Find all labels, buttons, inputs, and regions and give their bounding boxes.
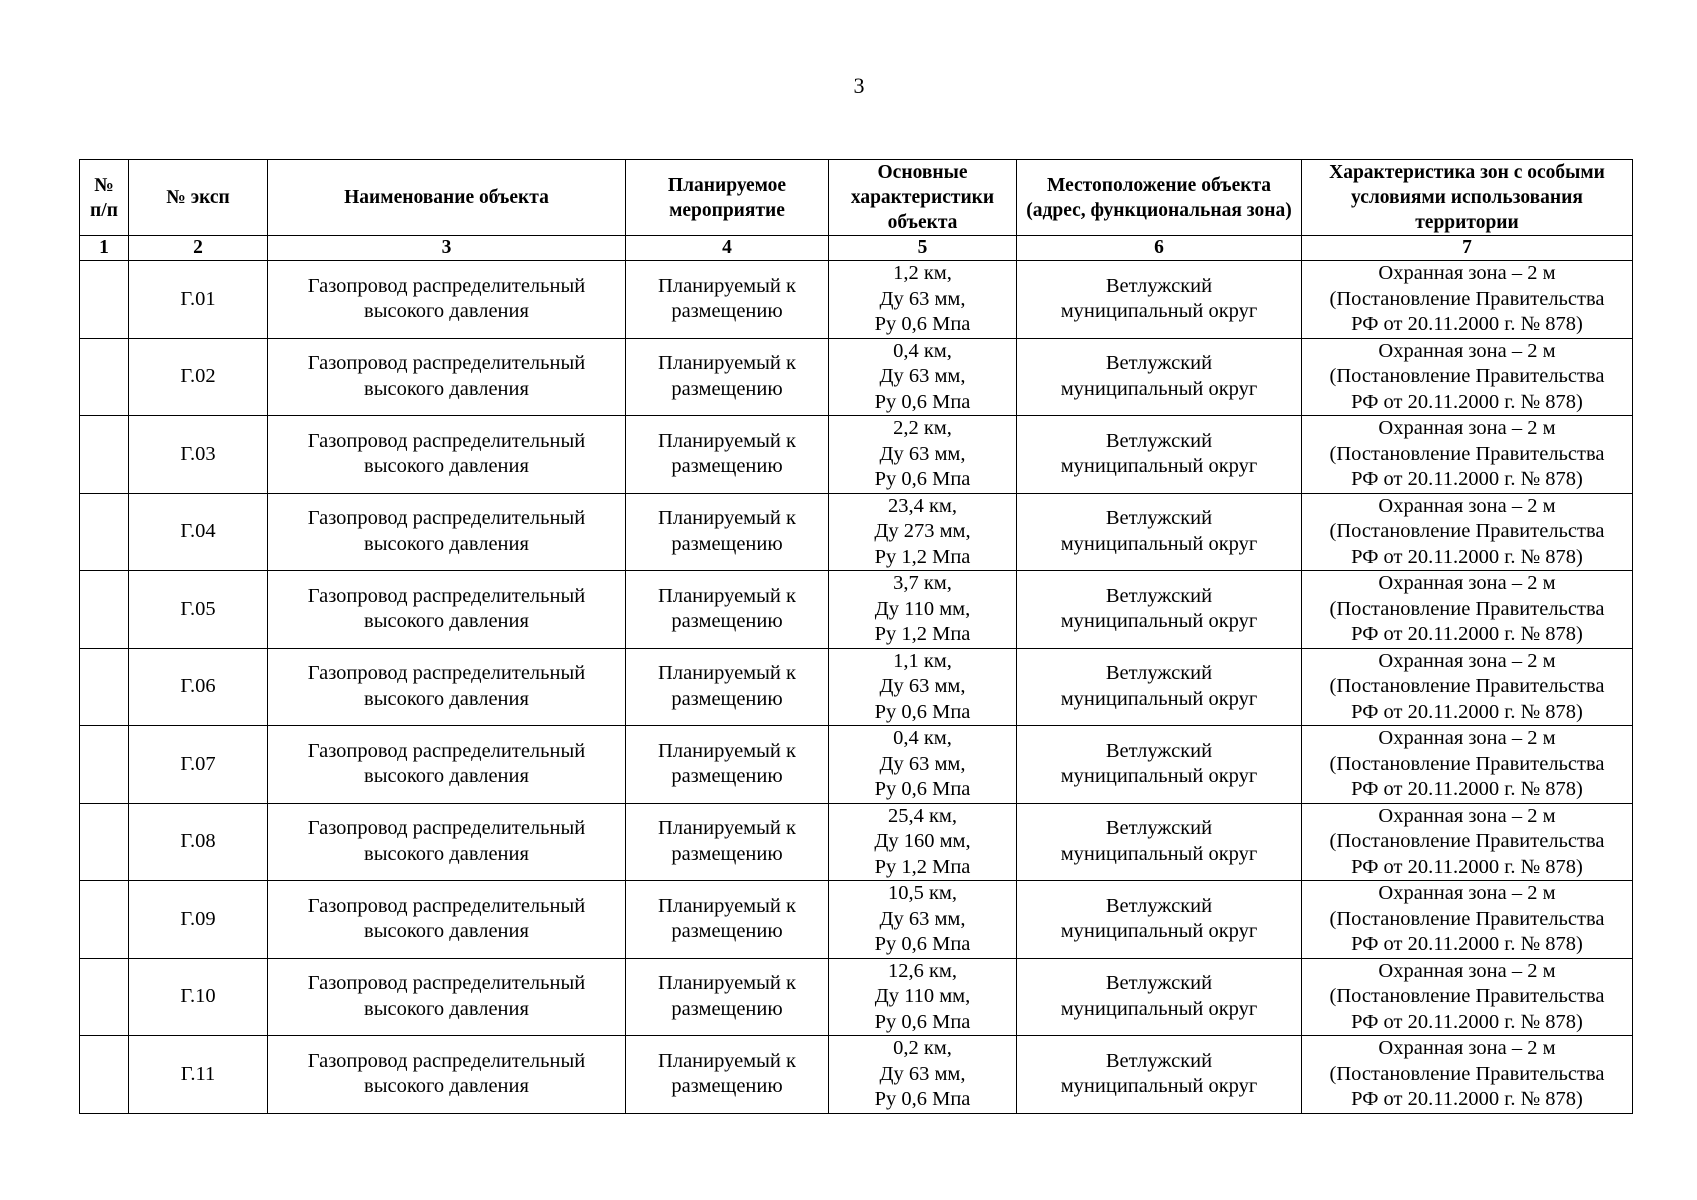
- cell-line: Охранная зона – 2 м: [1378, 959, 1556, 982]
- header-object-name: Наименование объекта: [268, 160, 626, 236]
- characteristics-cell: [829, 416, 1017, 494]
- cell-line: Ветлужский: [1105, 584, 1213, 607]
- cell-line: размещению: [671, 377, 783, 400]
- characteristics-cell: [829, 1036, 1017, 1114]
- column-numbers-row: [80, 236, 1633, 261]
- cell-line: Газопровод распределительный: [307, 274, 586, 297]
- planned-action-cell: [626, 493, 829, 571]
- row-number-cell: [80, 261, 129, 339]
- exp-number-cell: Г.07: [129, 726, 268, 804]
- table-header-row: [80, 160, 1633, 236]
- cell-line: (Постановление Правительства: [1329, 442, 1605, 465]
- table-row: [80, 416, 1633, 494]
- row-number-cell: [80, 1036, 129, 1114]
- planned-action-cell: [626, 261, 829, 339]
- object-name-cell: [268, 726, 626, 804]
- row-number-cell: [80, 493, 129, 571]
- table-row: [80, 338, 1633, 416]
- column-number: 6: [1017, 236, 1302, 261]
- characteristics-cell: [829, 803, 1017, 881]
- zone-cell: [1302, 493, 1633, 571]
- cell-line: муниципальный округ: [1060, 765, 1258, 788]
- exp-number-cell: Г.11: [129, 1036, 268, 1114]
- zone-cell: [1302, 648, 1633, 726]
- exp-number-cell: Г.01: [129, 261, 268, 339]
- cell-line: Ветлужский: [1105, 817, 1213, 840]
- cell-line: размещению: [671, 997, 783, 1020]
- column-number: 4: [626, 236, 829, 261]
- cell-line: размещению: [671, 1075, 783, 1098]
- cell-line: Ду 63 мм,: [879, 907, 966, 930]
- location-cell: [1017, 648, 1302, 726]
- cell-line: Ру 0,6 Мпа: [874, 390, 971, 413]
- cell-line: РФ от 20.11.2000 г. № 878): [1351, 390, 1583, 413]
- cell-line: Охранная зона – 2 м: [1378, 417, 1556, 439]
- cell-line: Планируемый к: [658, 274, 796, 297]
- cell-line: Ру 1,2 Мпа: [874, 855, 971, 878]
- table-row: [80, 571, 1633, 649]
- cell-line: (Постановление Правительства: [1329, 830, 1605, 852]
- cell-line: Охранная зона – 2 м: [1378, 572, 1556, 594]
- exp-number-cell: Г.10: [129, 958, 268, 1036]
- cell-line: Ветлужский: [1105, 662, 1213, 685]
- exp-number-cell: Г.06: [129, 648, 268, 726]
- cell-line: 1,1 км,: [893, 649, 952, 672]
- cell-line: Охранная зона – 2 м: [1378, 882, 1556, 904]
- cell-line: 0,4 км,: [893, 339, 952, 362]
- planned-action-cell: [626, 726, 829, 804]
- cell-line: Ветлужский: [1105, 1049, 1213, 1072]
- table-row: [80, 1036, 1633, 1114]
- cell-line: Ду 63 мм,: [879, 442, 966, 465]
- object-name-cell: [268, 338, 626, 416]
- cell-line: РФ от 20.11.2000 г. № 878): [1351, 855, 1583, 878]
- cell-line: размещению: [671, 532, 783, 555]
- cell-line: (Постановление Правительства: [1329, 985, 1605, 1007]
- column-number: 2: [129, 236, 268, 261]
- cell-line: Газопровод распределительный: [307, 662, 586, 685]
- cell-line: Ветлужский: [1105, 429, 1213, 452]
- table-body: [80, 261, 1633, 1114]
- location-cell: [1017, 726, 1302, 804]
- cell-line: (Постановление Правительства: [1329, 675, 1605, 697]
- cell-line: Ду 63 мм,: [879, 365, 966, 387]
- table-row: [80, 803, 1633, 881]
- cell-line: муниципальный округ: [1060, 997, 1258, 1020]
- location-cell: [1017, 493, 1302, 571]
- cell-line: (Постановление Правительства: [1329, 287, 1605, 310]
- cell-line: размещению: [671, 765, 783, 788]
- cell-line: Ру 0,6 Мпа: [874, 700, 971, 723]
- table-row: [80, 648, 1633, 726]
- cell-line: Охранная зона – 2 м: [1378, 804, 1556, 827]
- cell-line: Охранная зона – 2 м: [1378, 727, 1556, 749]
- cell-line: Ду 63 мм,: [879, 675, 966, 697]
- cell-line: Охранная зона – 2 м: [1378, 339, 1556, 362]
- cell-line: (Постановление Правительства: [1329, 365, 1605, 387]
- cell-line: (Постановление Правительства: [1329, 597, 1605, 620]
- cell-line: Ру 1,2 Мпа: [874, 545, 971, 568]
- cell-line: Планируемый к: [658, 429, 796, 452]
- cell-line: 0,2 км,: [893, 1037, 952, 1059]
- objects-table: [79, 159, 1633, 1114]
- object-name-cell: [268, 648, 626, 726]
- characteristics-cell: [829, 261, 1017, 339]
- cell-line: Газопровод распределительный: [307, 352, 586, 375]
- cell-line: высокого давления: [364, 455, 529, 478]
- table-row: [80, 726, 1633, 804]
- cell-line: Ру 1,2 Мпа: [874, 623, 971, 645]
- object-name-cell: [268, 958, 626, 1036]
- cell-line: Ветлужский: [1105, 507, 1213, 530]
- column-number: 1: [80, 236, 129, 261]
- cell-line: Ду 63 мм,: [879, 287, 966, 310]
- cell-line: (Постановление Правительства: [1329, 520, 1605, 542]
- cell-line: муниципальный округ: [1060, 532, 1258, 555]
- cell-line: 23,4 км,: [887, 494, 958, 517]
- cell-line: Ру 0,6 Мпа: [874, 313, 971, 335]
- cell-line: Ду 160 мм,: [874, 830, 971, 852]
- cell-line: Планируемый к: [658, 972, 796, 995]
- cell-line: Ду 63 мм,: [879, 1062, 966, 1085]
- cell-line: Газопровод распределительный: [307, 972, 586, 995]
- cell-line: Ветлужский: [1105, 739, 1213, 762]
- cell-line: РФ от 20.11.2000 г. № 878): [1351, 700, 1583, 723]
- cell-line: муниципальный округ: [1060, 920, 1258, 943]
- planned-action-cell: [626, 803, 829, 881]
- cell-line: Ду 63 мм,: [879, 752, 966, 775]
- cell-line: РФ от 20.11.2000 г. № 878): [1351, 623, 1583, 645]
- cell-line: размещению: [671, 300, 783, 323]
- header-location: Местоположение объекта (адрес, функциональная зона): [1017, 160, 1302, 236]
- column-number: 5: [829, 236, 1017, 261]
- cell-line: Ду 110 мм,: [874, 985, 971, 1007]
- cell-line: высокого давления: [364, 687, 529, 710]
- cell-line: РФ от 20.11.2000 г. № 878): [1351, 778, 1583, 800]
- location-cell: [1017, 416, 1302, 494]
- cell-line: Планируемый к: [658, 817, 796, 840]
- header-number: № п/п: [80, 160, 129, 236]
- table-row: [80, 493, 1633, 571]
- exp-number-cell: Г.05: [129, 571, 268, 649]
- cell-line: Охранная зона – 2 м: [1378, 1037, 1556, 1059]
- cell-line: Охранная зона – 2 м: [1378, 494, 1556, 517]
- exp-number-cell: Г.03: [129, 416, 268, 494]
- cell-line: Планируемый к: [658, 739, 796, 762]
- cell-line: Газопровод распределительный: [307, 894, 586, 917]
- zone-cell: [1302, 1036, 1633, 1114]
- characteristics-cell: [829, 726, 1017, 804]
- cell-line: высокого давления: [364, 532, 529, 555]
- cell-line: Газопровод распределительный: [307, 1049, 586, 1072]
- zone-cell: [1302, 261, 1633, 339]
- cell-line: Планируемый к: [658, 507, 796, 530]
- planned-action-cell: [626, 881, 829, 959]
- cell-line: высокого давления: [364, 765, 529, 788]
- cell-line: 0,4 км,: [893, 727, 952, 749]
- table-row: [80, 958, 1633, 1036]
- characteristics-cell: [829, 881, 1017, 959]
- cell-line: Газопровод распределительный: [307, 507, 586, 530]
- cell-line: РФ от 20.11.2000 г. № 878): [1351, 1010, 1583, 1033]
- characteristics-cell: [829, 958, 1017, 1036]
- cell-line: муниципальный округ: [1060, 455, 1258, 478]
- column-number: 7: [1302, 236, 1633, 261]
- cell-line: Планируемый к: [658, 584, 796, 607]
- planned-action-cell: [626, 648, 829, 726]
- page-number: 3: [853, 73, 865, 98]
- cell-line: Ру 0,6 Мпа: [874, 1010, 971, 1033]
- header-main-characteristics: Основные характеристики объекта: [829, 160, 1017, 236]
- cell-line: 10,5 км,: [887, 882, 958, 904]
- location-cell: [1017, 803, 1302, 881]
- cell-line: размещению: [671, 455, 783, 478]
- cell-line: Ру 0,6 Мпа: [874, 468, 971, 490]
- cell-line: Ветлужский: [1105, 352, 1213, 375]
- table-row: [80, 261, 1633, 339]
- location-cell: [1017, 571, 1302, 649]
- cell-line: (Постановление Правительства: [1329, 752, 1605, 775]
- row-number-cell: [80, 881, 129, 959]
- cell-line: размещению: [671, 920, 783, 943]
- cell-line: Газопровод распределительный: [307, 739, 586, 762]
- zone-cell: [1302, 571, 1633, 649]
- cell-line: Ветлужский: [1105, 894, 1213, 917]
- exp-number-cell: Г.02: [129, 338, 268, 416]
- table-row: [80, 881, 1633, 959]
- planned-action-cell: [626, 1036, 829, 1114]
- exp-number-cell: Г.08: [129, 803, 268, 881]
- object-name-cell: [268, 261, 626, 339]
- header-exp-number: № эксп: [129, 160, 268, 236]
- cell-line: высокого давления: [364, 610, 529, 633]
- cell-line: высокого давления: [364, 300, 529, 323]
- cell-line: Планируемый к: [658, 662, 796, 685]
- cell-line: 12,6 км,: [887, 959, 958, 982]
- zone-cell: [1302, 803, 1633, 881]
- characteristics-cell: [829, 648, 1017, 726]
- cell-line: высокого давления: [364, 997, 529, 1020]
- cell-line: размещению: [671, 842, 783, 865]
- location-cell: [1017, 338, 1302, 416]
- planned-action-cell: [626, 416, 829, 494]
- cell-line: Газопровод распределительный: [307, 584, 586, 607]
- cell-line: Ру 0,6 Мпа: [874, 1088, 971, 1110]
- cell-line: Ветлужский: [1105, 972, 1213, 995]
- header-planned-action: Планируемое мероприятие: [626, 160, 829, 236]
- cell-line: Планируемый к: [658, 1049, 796, 1072]
- cell-line: 3,7 км,: [893, 572, 952, 594]
- cell-line: высокого давления: [364, 842, 529, 865]
- cell-line: муниципальный округ: [1060, 300, 1258, 323]
- object-name-cell: [268, 493, 626, 571]
- cell-line: РФ от 20.11.2000 г. № 878): [1351, 933, 1583, 955]
- exp-number-cell: Г.09: [129, 881, 268, 959]
- cell-line: (Постановление Правительства: [1329, 907, 1605, 930]
- cell-line: муниципальный округ: [1060, 842, 1258, 865]
- exp-number-cell: Г.04: [129, 493, 268, 571]
- cell-line: Планируемый к: [658, 352, 796, 375]
- object-name-cell: [268, 1036, 626, 1114]
- cell-line: Ду 273 мм,: [874, 520, 971, 542]
- zone-cell: [1302, 958, 1633, 1036]
- characteristics-cell: [829, 571, 1017, 649]
- cell-line: Охранная зона – 2 м: [1378, 262, 1556, 284]
- cell-line: Планируемый к: [658, 894, 796, 917]
- cell-line: РФ от 20.11.2000 г. № 878): [1351, 313, 1583, 335]
- cell-line: муниципальный округ: [1060, 610, 1258, 633]
- row-number-cell: [80, 416, 129, 494]
- cell-line: Ру 0,6 Мпа: [874, 933, 971, 955]
- zone-cell: [1302, 726, 1633, 804]
- cell-line: размещению: [671, 687, 783, 710]
- row-number-cell: [80, 338, 129, 416]
- row-number-cell: [80, 571, 129, 649]
- zone-cell: [1302, 416, 1633, 494]
- cell-line: Охранная зона – 2 м: [1378, 649, 1556, 672]
- cell-line: РФ от 20.11.2000 г. № 878): [1351, 468, 1583, 490]
- location-cell: [1017, 261, 1302, 339]
- cell-line: высокого давления: [364, 920, 529, 943]
- row-number-cell: [80, 726, 129, 804]
- cell-line: (Постановление Правительства: [1329, 1062, 1605, 1085]
- column-number: 3: [268, 236, 626, 261]
- cell-line: Газопровод распределительный: [307, 429, 586, 452]
- characteristics-cell: [829, 493, 1017, 571]
- planned-action-cell: [626, 958, 829, 1036]
- zone-cell: [1302, 881, 1633, 959]
- cell-line: размещению: [671, 610, 783, 633]
- planned-action-cell: [626, 338, 829, 416]
- cell-line: Газопровод распределительный: [307, 817, 586, 840]
- object-name-cell: [268, 881, 626, 959]
- cell-line: РФ от 20.11.2000 г. № 878): [1351, 1088, 1583, 1110]
- object-name-cell: [268, 571, 626, 649]
- location-cell: [1017, 1036, 1302, 1114]
- cell-line: 2,2 км,: [893, 417, 952, 439]
- cell-line: муниципальный округ: [1060, 377, 1258, 400]
- cell-line: Ду 110 мм,: [874, 597, 971, 620]
- cell-line: высокого давления: [364, 1075, 529, 1098]
- row-number-cell: [80, 648, 129, 726]
- cell-line: 25,4 км,: [887, 804, 958, 827]
- cell-line: высокого давления: [364, 377, 529, 400]
- cell-line: Ветлужский: [1105, 274, 1213, 297]
- characteristics-cell: [829, 338, 1017, 416]
- row-number-cell: [80, 803, 129, 881]
- cell-line: Ру 0,6 Мпа: [874, 778, 971, 800]
- location-cell: [1017, 881, 1302, 959]
- header-zone-characteristics: Характеристика зон с особыми условиями использования территории: [1302, 160, 1633, 236]
- row-number-cell: [80, 958, 129, 1036]
- cell-line: муниципальный округ: [1060, 687, 1258, 710]
- zone-cell: [1302, 338, 1633, 416]
- object-name-cell: [268, 803, 626, 881]
- location-cell: [1017, 958, 1302, 1036]
- object-name-cell: [268, 416, 626, 494]
- planned-action-cell: [626, 571, 829, 649]
- cell-line: 1,2 км,: [893, 262, 952, 284]
- cell-line: РФ от 20.11.2000 г. № 878): [1351, 545, 1583, 568]
- cell-line: муниципальный округ: [1060, 1075, 1258, 1098]
